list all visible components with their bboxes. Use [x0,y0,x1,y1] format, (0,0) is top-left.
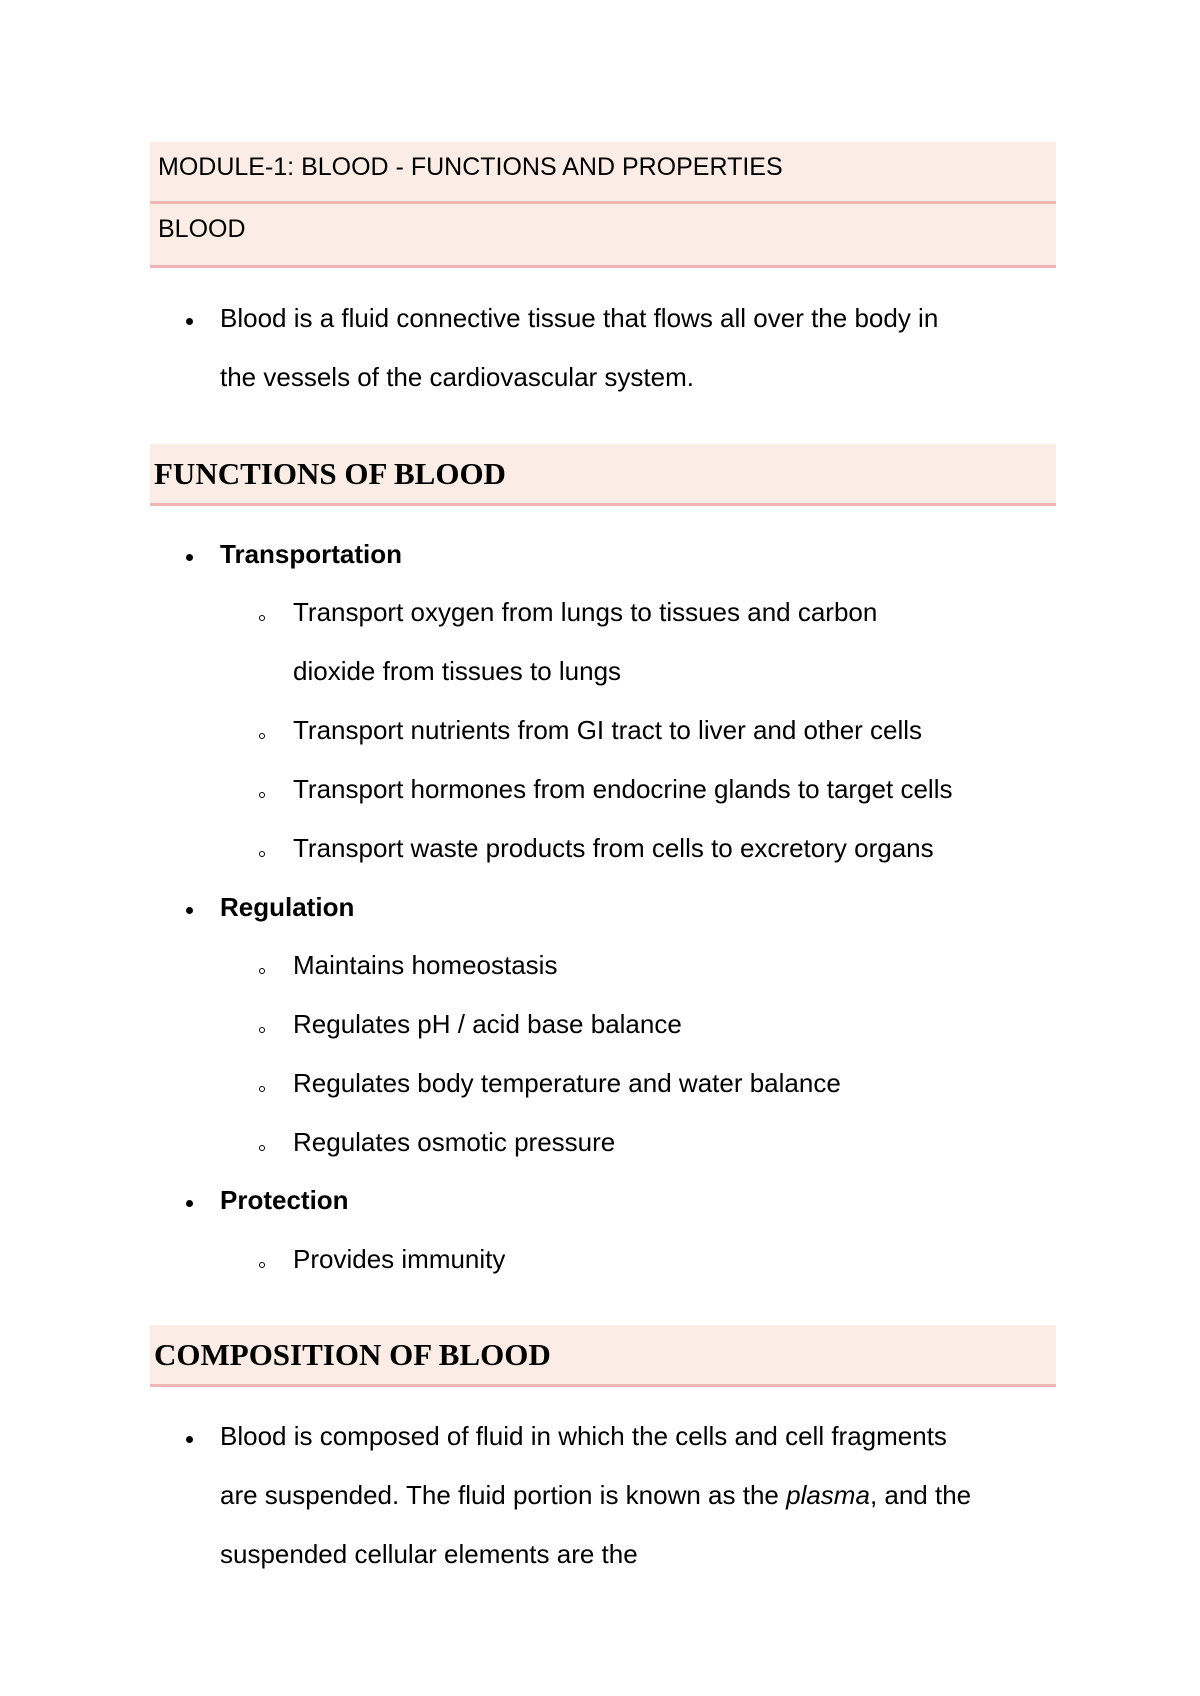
sub-bullet-icon [259,615,265,621]
composition-line-2 [220,1480,971,1510]
transport-item-3: Transport hormones from endocrine glands to target cells [293,774,953,804]
bullet-icon [186,318,193,325]
intro-line-2: the vessels of the cardiovascular system. [220,362,694,392]
regulation-item-2: Regulates pH / acid base balance [293,1009,682,1039]
transport-item-2: Transport nutrients from GI tract to liver and other cells [293,715,923,745]
blood-heading-box [150,204,1056,268]
module-heading-box [150,142,1056,204]
sub-bullet-icon [259,1262,265,1268]
protection-item-1: Provides immunity [293,1244,506,1274]
regulation-item-4: Regulates osmotic pressure [293,1127,616,1157]
functions-heading-box [150,444,1056,506]
sub-bullet-icon [259,851,265,857]
intro-line-1: Blood is a fluid connective tissue that flows all over the body in [220,303,939,333]
composition-line-3: suspended cellular elements are the [220,1539,638,1569]
functions-heading: FUNCTIONS OF BLOOD [154,456,506,491]
sub-bullet-icon [259,968,265,974]
composition-line-1: Blood is composed of fluid in which the cells and cell fragments [220,1421,947,1451]
composition-heading: COMPOSITION OF BLOOD [154,1337,551,1372]
sub-bullet-icon [259,1027,265,1033]
bullet-icon [186,554,193,561]
plasma-term: plasma [786,1480,870,1510]
regulation-label: Regulation [220,892,355,922]
bullet-icon [186,907,193,914]
transportation-label: Transportation [220,539,403,569]
sub-bullet-icon [259,1086,265,1092]
composition-line-2-end: , and the [869,1480,972,1510]
sub-bullet-icon [259,792,265,798]
composition-heading-box [150,1325,1056,1387]
sub-bullet-icon [259,733,265,739]
protection-label: Protection [220,1185,349,1215]
sub-bullet-icon [259,1145,265,1151]
module-title: MODULE-1: BLOOD - FUNCTIONS AND PROPERTIES [158,153,783,181]
bullet-icon [186,1200,193,1207]
transport-item-1a: Transport oxygen from lungs to tissues and carbon [293,597,878,627]
composition-line-2-start: are suspended. The fluid portion is known as the [220,1480,787,1510]
regulation-item-1: Maintains homeostasis [293,950,558,980]
regulation-item-3: Regulates body temperature and water balance [293,1068,841,1098]
transport-item-4: Transport waste products from cells to excretory organs [293,833,934,863]
transport-item-1b: dioxide from tissues to lungs [293,656,622,686]
bullet-icon [186,1436,193,1443]
blood-heading: BLOOD [158,215,246,243]
